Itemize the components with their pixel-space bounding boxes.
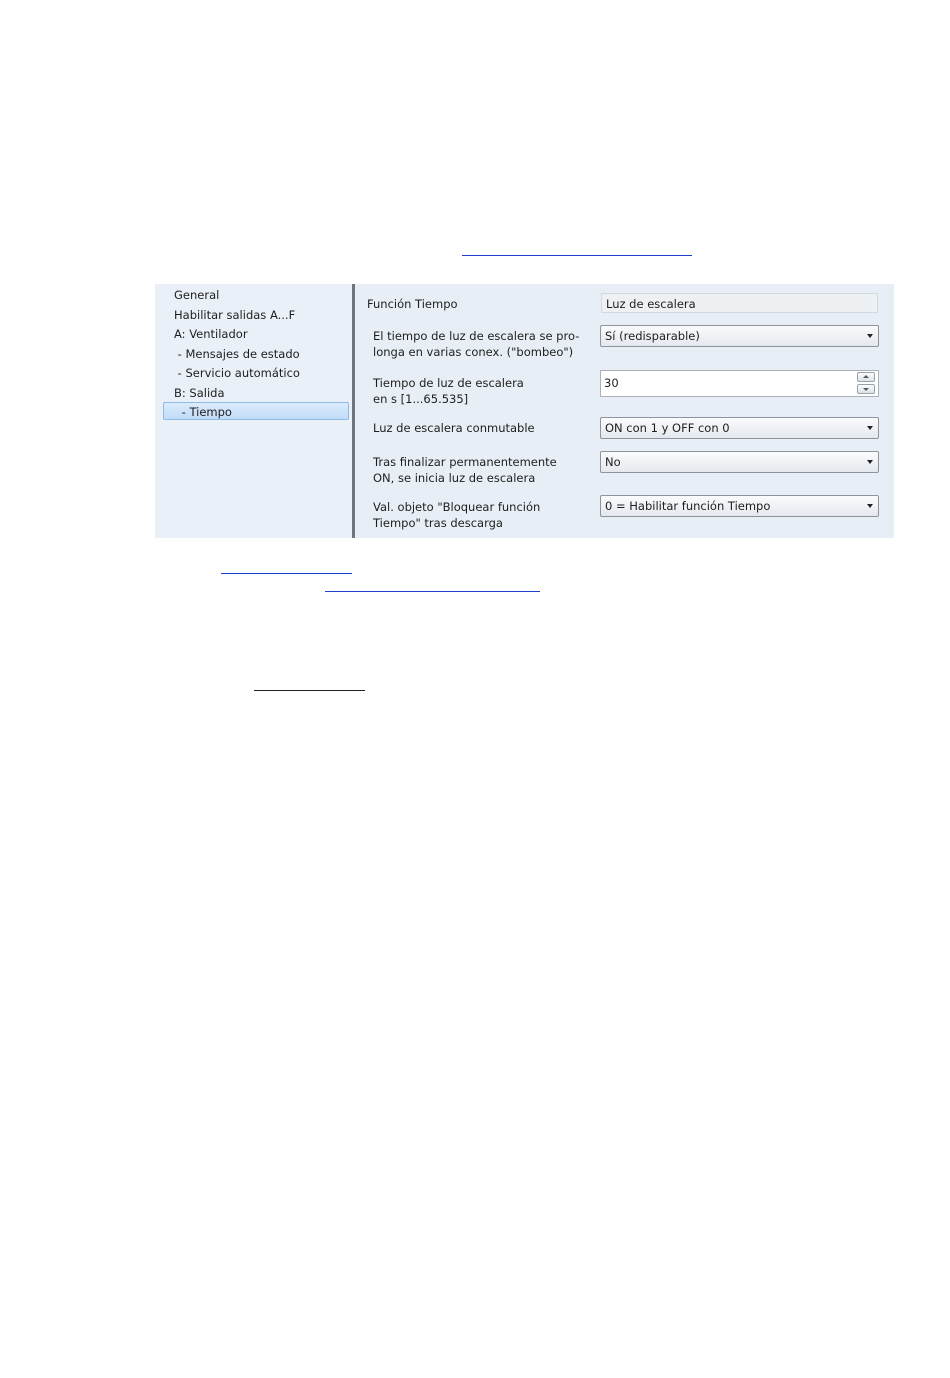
nav-item-ventilador[interactable]: A: Ventilador — [174, 327, 248, 341]
funcion-tiempo-label: Función Tiempo — [367, 297, 458, 311]
bombeo-label-line1: El tiempo de luz de escalera se pro- — [373, 329, 580, 343]
bombeo-label — [373, 328, 579, 360]
bloquear-dropdown-value: 0 = Habilitar función Tiempo — [605, 499, 771, 513]
parameter-dialog — [155, 284, 894, 538]
tras-finalizar-label-line2: ON, se inicia luz de escalera — [373, 471, 536, 485]
bombeo-dropdown[interactable] — [600, 325, 879, 347]
bombeo-label-line2: longa en varias conex. ("bombeo") — [373, 345, 574, 359]
chevron-down-icon — [867, 504, 873, 508]
spin-up-button[interactable] — [857, 372, 875, 382]
bloquear-label — [373, 499, 540, 531]
tras-finalizar-dropdown-value: No — [605, 455, 621, 469]
nav-item-habilitar-salidas[interactable]: Habilitar salidas A...F — [174, 308, 296, 322]
chevron-down-icon — [867, 460, 873, 464]
bloquear-dropdown[interactable] — [600, 495, 879, 517]
parameter-panel — [355, 284, 894, 538]
spin-down-button[interactable] — [857, 384, 875, 394]
chevron-down-icon — [867, 334, 873, 338]
conmutable-label: Luz de escalera conmutable — [373, 421, 535, 435]
nav-item-salida[interactable]: B: Salida — [174, 386, 225, 400]
conmutable-dropdown-value: ON con 1 y OFF con 0 — [605, 421, 730, 435]
spin-up-icon — [863, 375, 869, 378]
spin-down-icon — [863, 388, 869, 391]
tras-finalizar-label-line1: Tras finalizar permanentemente — [373, 455, 557, 469]
bloquear-label-line2: Tiempo" tras descarga — [373, 516, 503, 530]
document-link-top[interactable] — [462, 255, 692, 256]
document-link-2[interactable] — [325, 591, 540, 592]
document-link-1[interactable] — [221, 573, 352, 574]
nav-item-mensajes-de-estado[interactable]: - Mensajes de estado — [174, 347, 300, 361]
tras-finalizar-dropdown[interactable] — [600, 451, 879, 473]
tiempo-luz-label-line1: Tiempo de luz de escalera — [373, 376, 524, 390]
bloquear-label-line1: Val. objeto "Bloquear función — [373, 500, 541, 514]
chevron-down-icon — [867, 426, 873, 430]
funcion-tiempo-value: Luz de escalera — [601, 293, 878, 313]
document-underline — [254, 690, 365, 691]
navigation-tree — [155, 284, 352, 538]
nav-item-general[interactable]: General — [174, 288, 220, 302]
tras-finalizar-label — [373, 454, 557, 486]
conmutable-dropdown[interactable] — [600, 417, 879, 439]
nav-item-tiempo[interactable]: - Tiempo — [163, 402, 349, 420]
nav-item-servicio-automatico[interactable]: - Servicio automático — [174, 366, 300, 380]
tiempo-luz-input[interactable] — [604, 374, 844, 392]
tiempo-luz-label-line2: en s [1...65.535] — [373, 392, 469, 406]
tiempo-luz-stepper — [600, 370, 879, 397]
tiempo-luz-label — [373, 375, 524, 407]
bombeo-dropdown-value: Sí (redisparable) — [605, 329, 700, 343]
